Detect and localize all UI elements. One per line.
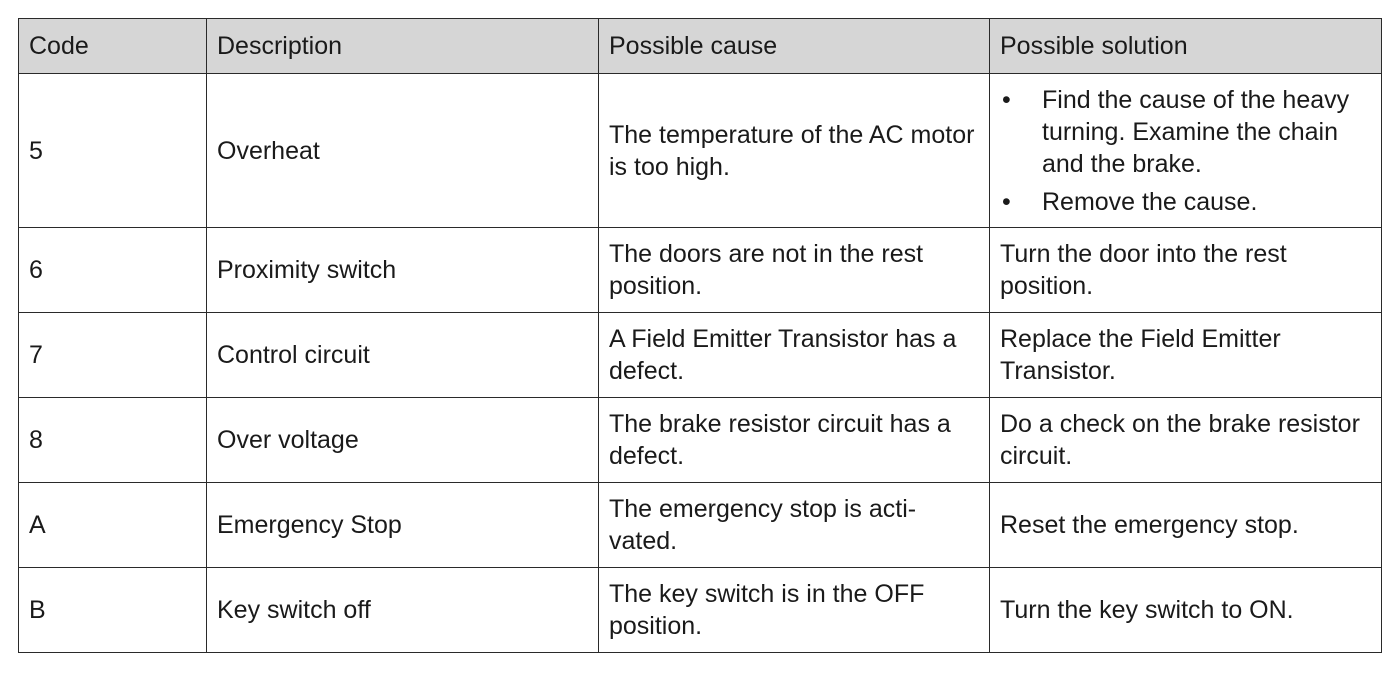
- header-possible-cause: Possible cause: [599, 19, 990, 74]
- table-row: [19, 483, 1382, 568]
- cell-solution: Turn the door into the rest position.: [990, 228, 1382, 313]
- table-body: [19, 74, 1382, 653]
- cell-cause: The brake resistor circuit has a defect.: [599, 398, 990, 483]
- cell-description: Over voltage: [207, 398, 599, 483]
- header-description: Description: [207, 19, 599, 74]
- header-code: Code: [19, 19, 207, 74]
- cell-cause: The temperature of the AC motor is too high.: [599, 74, 990, 228]
- cell-solution: Reset the emergency stop.: [990, 483, 1382, 568]
- cell-code: A: [19, 483, 207, 568]
- solution-bullet-item: • Remove the cause.: [1000, 186, 1373, 218]
- cell-code: 8: [19, 398, 207, 483]
- solution-bullet-item: • Find the cause of the heavy turning. Examine the chain and the brake.: [1000, 84, 1373, 180]
- cell-description: Key switch off: [207, 568, 599, 653]
- cell-cause: The emergency stop is acti-vated.: [599, 483, 990, 568]
- header-possible-solution: Possible solution: [990, 19, 1382, 74]
- cell-description: Control circuit: [207, 313, 599, 398]
- table-row: [19, 568, 1382, 653]
- solution-bullet-list: [1000, 84, 1373, 218]
- cell-code: 6: [19, 228, 207, 313]
- header-row: [19, 19, 1382, 74]
- cell-cause: A Field Emitter Transistor has a defect.: [599, 313, 990, 398]
- cell-code: 7: [19, 313, 207, 398]
- cell-solution: [990, 74, 1382, 228]
- table-header: [19, 19, 1382, 74]
- table-row: [19, 74, 1382, 228]
- cell-cause: The doors are not in the rest position.: [599, 228, 990, 313]
- cell-code: 5: [19, 74, 207, 228]
- cell-solution: Replace the Field Emitter Transistor.: [990, 313, 1382, 398]
- error-code-table: [18, 18, 1382, 653]
- cell-solution: Turn the key switch to ON.: [990, 568, 1382, 653]
- table-row: [19, 228, 1382, 313]
- cell-code: B: [19, 568, 207, 653]
- table-row: [19, 313, 1382, 398]
- cell-description: Overheat: [207, 74, 599, 228]
- cell-description: Emergency Stop: [207, 483, 599, 568]
- table-row: [19, 398, 1382, 483]
- cell-description: Proximity switch: [207, 228, 599, 313]
- cell-solution: Do a check on the brake resistor circuit.: [990, 398, 1382, 483]
- cell-cause: The key switch is in the OFF position.: [599, 568, 990, 653]
